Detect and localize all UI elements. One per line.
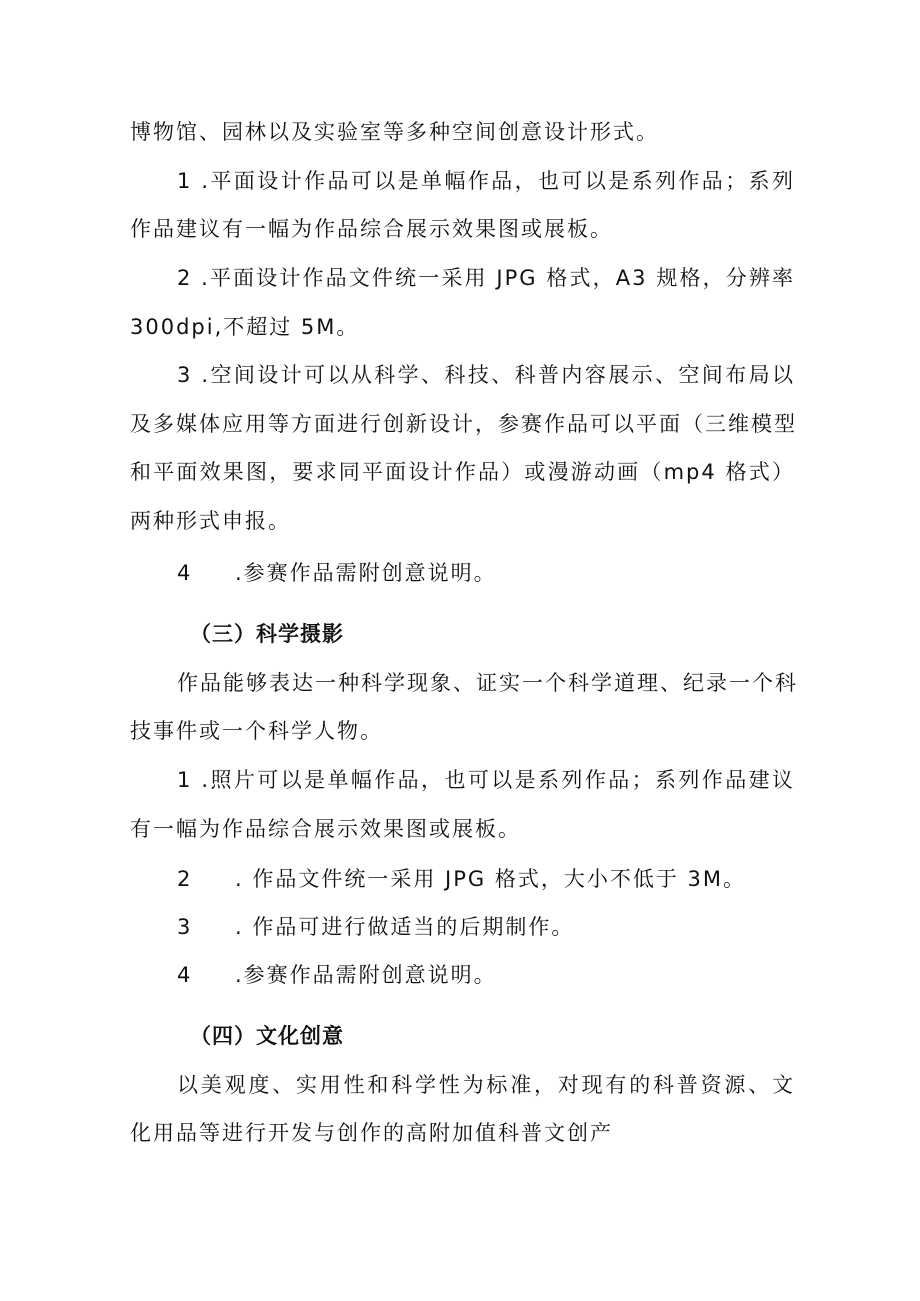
list-number: 3 [177,915,193,939]
paragraph-line: 和平面效果图，要求同平面设计作品）或漫游动画（mp4 格式） [130,460,795,484]
section-heading: （四）文化创意 [190,1024,344,1048]
paragraph-line: 及多媒体应用等方面进行创新设计，参赛作品可以平面（三维模型 [130,412,797,436]
list-text: .参赛作品需附创意说明。 [235,561,497,585]
list-text: . 作品可进行做适当的后期制作。 [235,915,575,939]
list-item-line [177,864,795,894]
list-number: 4 [177,963,193,987]
list-text: .参赛作品需附创意说明。 [235,963,497,987]
paragraph-line: 博物馆、园林以及实验室等多种空间创意设计形式。 [130,120,659,144]
paragraph-line: 作品建议有一幅为作品综合展示效果图或展板。 [130,217,613,241]
list-text: . 作品文件统一采用 JPG 格式，大小不低于 3M。 [235,867,746,891]
paragraph-line: 化用品等进行开发与创作的高附加值科普文创产 [130,1121,613,1145]
list-item-line: 2 .平面设计作品文件统一采用 JPG 格式，A3 规格，分辨率 [177,266,795,290]
list-number: 4 [177,561,193,585]
paragraph-line: 技事件或一个科学人物。 [130,719,383,743]
paragraph-line: 作品能够表达一种科学现象、证实一个科学道理、纪录一个科 [177,671,798,695]
paragraph-line: 有一幅为作品综合展示效果图或展板。 [130,817,521,841]
paragraph-line: 两种形式申报。 [130,509,291,533]
paragraph-line: 以美观度、实用性和科学性为标准，对现有的科普资源、文 [177,1073,795,1097]
list-item-line [177,558,795,588]
list-item-line: 1 .照片可以是单幅作品，也可以是系列作品；系列作品建议 [177,768,795,792]
list-item-line [177,912,795,942]
list-number: 2 [177,867,193,891]
list-item-line: 1 .平面设计作品可以是单幅作品，也可以是系列作品；系列 [177,169,795,193]
list-item-line [177,960,795,990]
section-heading: （三）科学摄影 [190,622,344,646]
list-item-line: 3 .空间设计可以从科学、科技、科普内容展示、空间布局以 [177,363,795,387]
paragraph-line: 300dpi,不超过 5M。 [130,315,360,339]
